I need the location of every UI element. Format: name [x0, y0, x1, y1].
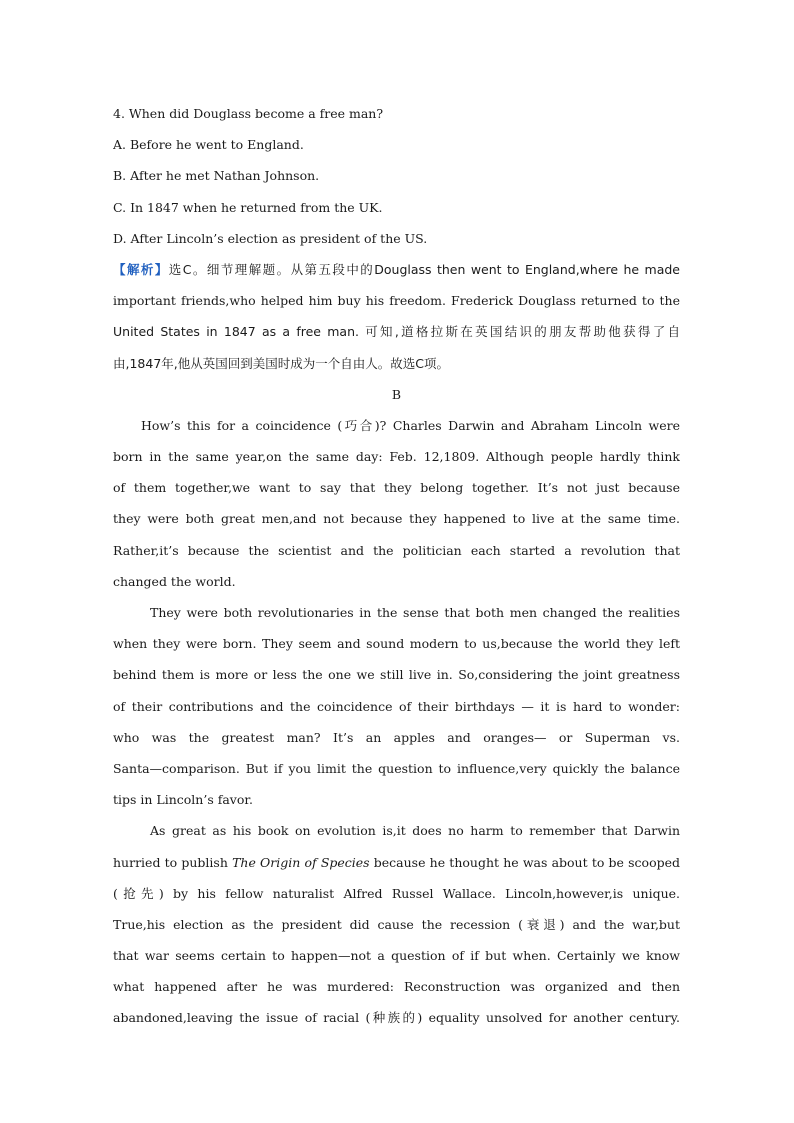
p2-line: when they were born. They seem and sound modern to us,because the world they left [113, 636, 680, 652]
p1-line: How’s this for a coincidence (巧合)? Charles Darwin and Abraham Lincoln were [141, 417, 680, 433]
option-c: C. In 1847 when he returned from the UK. [113, 199, 383, 215]
option-a: A. Before he went to England. [113, 137, 304, 153]
analysis-line-4: 由,1847年,他从英国回到美国时成为一个自由人。故选C项。 [113, 355, 449, 371]
p1-line: born in the same year,on the same day: Feb. 12,1809. Although people hardly think [113, 449, 680, 465]
p3-line: abandoned,leaving the issue of racial (种族的) equality unsolved for another century. [113, 1010, 680, 1026]
analysis-line-3: United States in 1847 as a free man. 可知,道格拉斯在英国结识的朋友帮助他获得了自 [113, 324, 680, 340]
p3-line: (抢先) by his fellow naturalist Alfred Russel Wallace. Lincoln,however,is unique. [113, 885, 680, 901]
p2-line: Santa—comparison. But if you limit the question to influence,very quickly the balance [113, 760, 680, 776]
p3-line: hurried to publish The Origin of Species because he thought he was about to be scooped [113, 854, 680, 870]
p3-line: As great as his book on evolution is,it does no harm to remember that Darwin [150, 823, 680, 839]
analysis-tag: 【解析】 [113, 261, 169, 277]
p1-line: Rather,it’s because the scientist and the politician each started a revolution that [113, 542, 680, 558]
p3-line: what happened after he was murdered: Reconstruction was organized and then [113, 979, 680, 995]
book-title: The Origin of Species [232, 854, 370, 870]
p1-line-last: changed the world. [113, 573, 236, 589]
p2-line: of their contributions and the coincidence of their birthdays — it is hard to wonder: [113, 698, 680, 714]
question-stem: 4. When did Douglass become a free man? [113, 106, 384, 121]
p2-line: behind them is more or less the one we still live in. So,considering the joint greatness [113, 667, 680, 683]
p1-line: they were both great men,and not because they happened to live at the same time. [113, 511, 680, 527]
p1-line: of them together,we want to say that they belong together. It’s not just because [113, 480, 680, 496]
document-page [113, 98, 680, 1034]
p3-line: that war seems certain to happen—not a question of if but when. Certainly we know [113, 948, 680, 964]
p2-line: who was the greatest man? It’s an apples and oranges— or Superman vs. [113, 729, 680, 745]
section-label: B [391, 386, 402, 402]
analysis-line-1: 【解析】选C。细节理解题。从第五段中的Douglass then went to England,where he made [113, 261, 680, 277]
p2-line: They were both revolutionaries in the sense that both men changed the realities [150, 605, 680, 620]
p2-line-last: tips in Lincoln’s favor. [113, 792, 253, 808]
p3-line: True,his election as the president did cause the recession (衰退) and the war,but [113, 916, 680, 932]
option-b: B. After he met Nathan Johnson. [113, 168, 320, 184]
option-d: D. After Lincoln’s election as president of the US. [113, 230, 428, 246]
analysis-line-2: important friends,who helped him buy his freedom. Frederick Douglass returned to the [113, 293, 680, 309]
